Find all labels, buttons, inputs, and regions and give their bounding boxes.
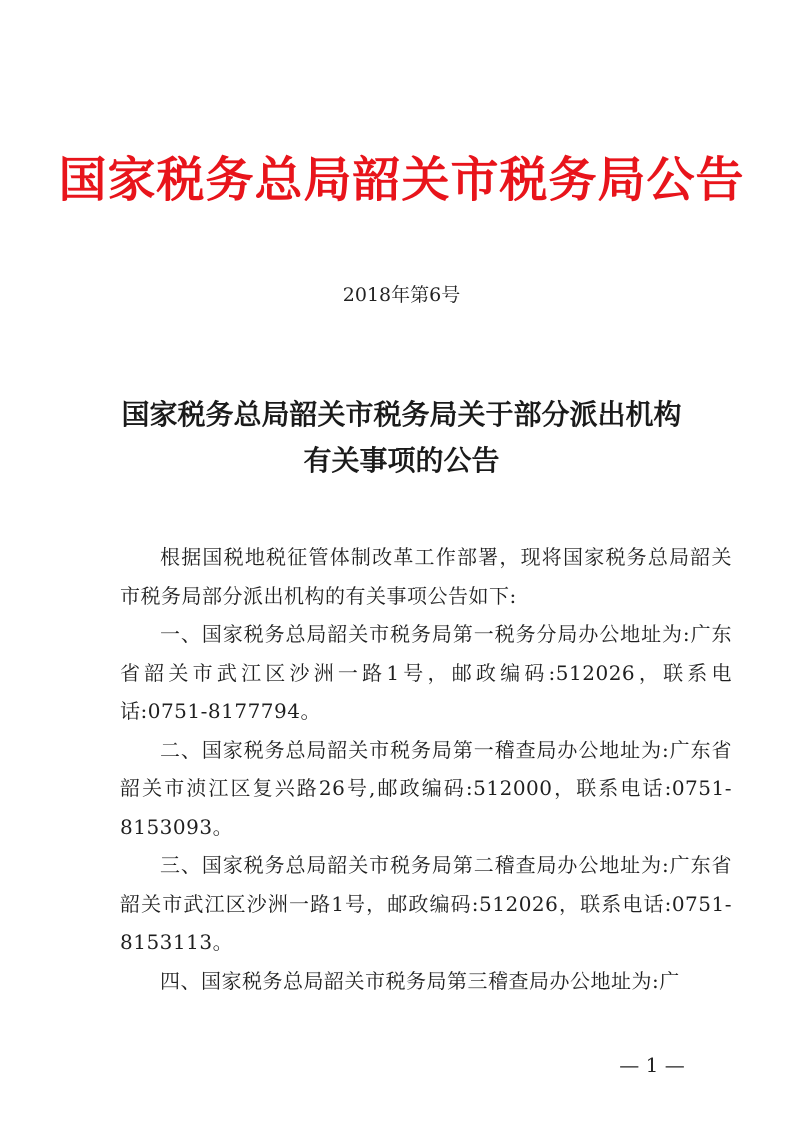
paragraph-item-1: 一、国家税务总局韶关市税务局第一税务分局办公地址为:广东省韶关市武江区沙洲一路1号，邮政编码:512026，联系电话:0751-8177794。 [120, 622, 732, 723]
document-body [120, 538, 732, 1000]
document-title [40, 392, 763, 484]
paragraph-item-3: 三、国家税务总局韶关市税务局第二稽查局办公地址为:广东省韶关市武江区沙洲一路1号，邮政编码:512026，联系电话:0751-8153113。 [120, 853, 732, 954]
document-title-line-2: 有关事项的公告 [303, 444, 500, 477]
paragraph-intro: 根据国税地税征管体制改革工作部署，现将国家税务总局韶关市税务局部分派出机构的有关事项公告如下: [120, 545, 732, 608]
page-number: — 1 — [619, 1053, 685, 1077]
document-title-line-1: 国家税务总局韶关市税务局关于部分派出机构 [121, 398, 682, 431]
masthead-title: 国家税务总局韶关市税务局公告 [58, 152, 745, 208]
document-number: 2018年第6号 [342, 284, 461, 306]
paragraph-item-4: 四、国家税务总局韶关市税务局第三稽查局办公地址为:广 [160, 968, 680, 993]
paragraph-item-2: 二、国家税务总局韶关市税务局第一稽查局办公地址为:广东省韶关市浈江区复兴路26号,邮政编码:512000，联系电话:0751-8153093。 [120, 737, 732, 839]
